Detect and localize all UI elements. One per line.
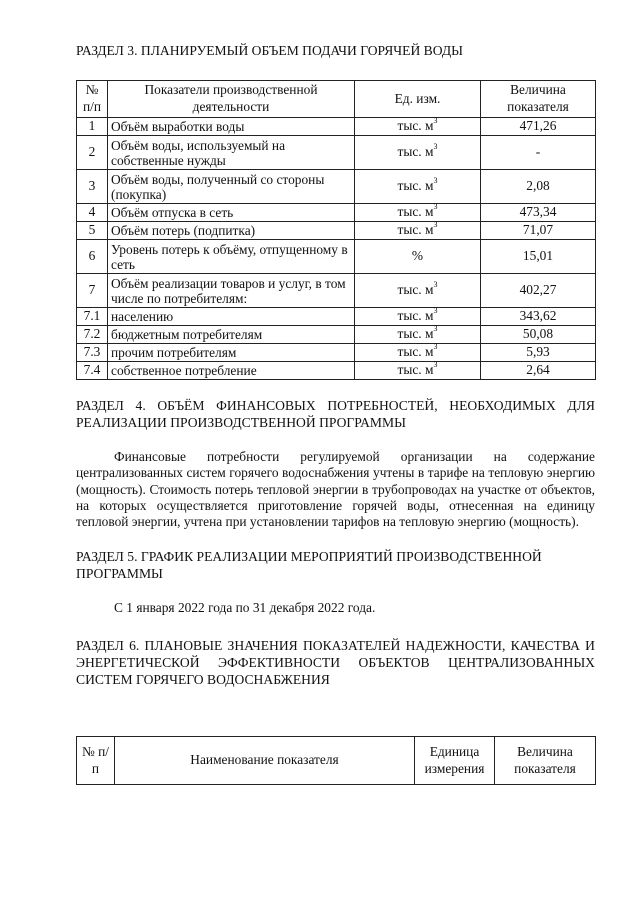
table-row [77,170,596,204]
row-unit [355,344,481,362]
row-unit [355,170,481,204]
row-unit-text: тыс. м [397,344,434,360]
table-row [77,344,596,362]
row-value: 402,27 [481,274,596,308]
row-indicator-name: прочим потребителям [108,344,355,362]
row-num: 7.3 [77,344,108,362]
row-unit [355,240,481,274]
row-value: 2,08 [481,170,596,204]
row-unit [355,204,481,222]
row-unit-superscript: 3 [433,324,438,334]
col-header-name: Показатели производственной деятельности [108,81,355,118]
row-unit-superscript: 3 [433,116,438,126]
row-value: 5,93 [481,344,596,362]
row-unit-text: тыс. м [397,282,434,298]
document-page [76,42,595,785]
indicators-table [76,736,596,785]
col-header-value: Величина показателя [481,81,596,118]
row-indicator-name: Объём выработки воды [108,118,355,136]
row-unit-superscript: 3 [433,142,438,152]
row-num: 4 [77,204,108,222]
section-5-text: С 1 января 2022 года по 31 декабря 2022 года. [114,600,376,616]
col-header-num: № п/п [77,737,115,785]
row-unit-superscript: 3 [433,280,438,290]
col-header-num: № п/п [77,81,108,118]
table-body [77,118,596,380]
row-unit-superscript: 3 [433,306,438,316]
row-unit [355,274,481,308]
row-value: 71,07 [481,222,596,240]
row-indicator-name: собственное потребление [108,362,355,380]
table-row [77,326,596,344]
row-num: 2 [77,136,108,170]
row-value: 50,08 [481,326,596,344]
table-row [77,136,596,170]
row-unit-superscript: 3 [433,360,438,370]
row-num: 7.4 [77,362,108,380]
row-indicator-name: населению [108,308,355,326]
row-value: 343,62 [481,308,596,326]
row-value: 2,64 [481,362,596,380]
col-header-name: Наименование показателя [115,737,415,785]
section-3-title: РАЗДЕЛ 3. ПЛАНИРУЕМЫЙ ОБЪЕМ ПОДАЧИ ГОРЯЧЕЙ ВОДЫ [76,43,463,58]
row-indicator-name: Объём реализации товаров и услуг, в том числе по потребителям: [108,274,355,308]
row-unit [355,118,481,136]
row-unit [355,362,481,380]
row-unit [355,136,481,170]
table-row [77,308,596,326]
row-unit [355,326,481,344]
row-indicator-name: бюджетным потребителям [108,326,355,344]
table-row [77,222,596,240]
col-header-unit: Единица измерения [415,737,495,785]
row-unit [355,222,481,240]
row-unit-superscript: 3 [433,202,438,212]
row-num: 7.2 [77,326,108,344]
row-unit [355,308,481,326]
table-row [77,362,596,380]
row-unit-text: тыс. м [397,222,434,238]
row-num: 3 [77,170,108,204]
row-num: 1 [77,118,108,136]
row-unit-superscript: 3 [433,342,438,352]
row-num: 6 [77,240,108,274]
row-unit-text: тыс. м [397,118,434,134]
row-num: 5 [77,222,108,240]
section-5-title: РАЗДЕЛ 5. ГРАФИК РЕАЛИЗАЦИИ МЕРОПРИЯТИЙ ПРОИЗВОДСТВЕННОЙ ПРОГРАММЫ [76,549,542,582]
row-value: 471,26 [481,118,596,136]
row-unit-superscript: 3 [433,220,438,230]
row-value: - [481,136,596,170]
row-num: 7 [77,274,108,308]
row-indicator-name: Объём воды, полученный со стороны (покупка) [108,170,355,204]
row-unit-text: тыс. м [397,144,434,160]
table-header-row [77,737,596,785]
row-value: 473,34 [481,204,596,222]
row-unit-text: тыс. м [397,178,434,194]
table-row [77,204,596,222]
row-indicator-name: Объём отпуска в сеть [108,204,355,222]
row-unit-text: тыс. м [397,308,434,324]
section-6-title: РАЗДЕЛ 6. ПЛАНОВЫЕ ЗНАЧЕНИЯ ПОКАЗАТЕЛЕЙ НАДЕЖНОСТИ, КАЧЕСТВА И ЭНЕРГЕТИЧЕСКОЙ ЭФФЕКТИВНОСТИ ОБЪЕКТОВ ЦЕНТРАЛИЗОВАННЫХ СИСТЕМ ГОРЯЧЕГО ВОДОСНАБЖЕНИЯ [76,638,595,688]
table-row [77,274,596,308]
table-row [77,118,596,136]
row-value: 15,01 [481,240,596,274]
row-unit-text: тыс. м [397,362,434,378]
row-num: 7.1 [77,308,108,326]
table-header-row [77,81,596,118]
row-indicator-name: Объём потерь (подпитка) [108,222,355,240]
section-4-text: Финансовые потребности регулируемой организации на содержание централизованных систем горячего водоснабжения учтены в тарифе на тепловую энергию (мощность). Стоимость потерь тепловой энергии в трубопроводах на участке от объектов, на которых осуществляется приготовление горячей воды, отнесенная на единицу тепловой энергии, учтена при установлении тарифов на тепловую энергию (мощность). [76,449,595,530]
row-unit-text: тыс. м [397,204,434,220]
row-unit-superscript: 3 [433,176,438,186]
section-4-title: РАЗДЕЛ 4. ОБЪЁМ ФИНАНСОВЫХ ПОТРЕБНОСТЕЙ, НЕОБХОДИМЫХ ДЛЯ РЕАЛИЗАЦИИ ПРОИЗВОДСТВЕННОЙ ПРОГРАММЫ [76,398,595,430]
row-unit-text: тыс. м [397,326,434,342]
col-header-unit: Ед. изм. [355,81,481,118]
col-header-value: Величина показателя [495,737,596,785]
table-row [77,240,596,274]
planned-volume-table [76,80,596,380]
row-unit-text: % [411,248,424,264]
row-indicator-name: Уровень потерь к объёму, отпущенному в сеть [108,240,355,274]
row-indicator-name: Объём воды, используемый на собственные нужды [108,136,355,170]
